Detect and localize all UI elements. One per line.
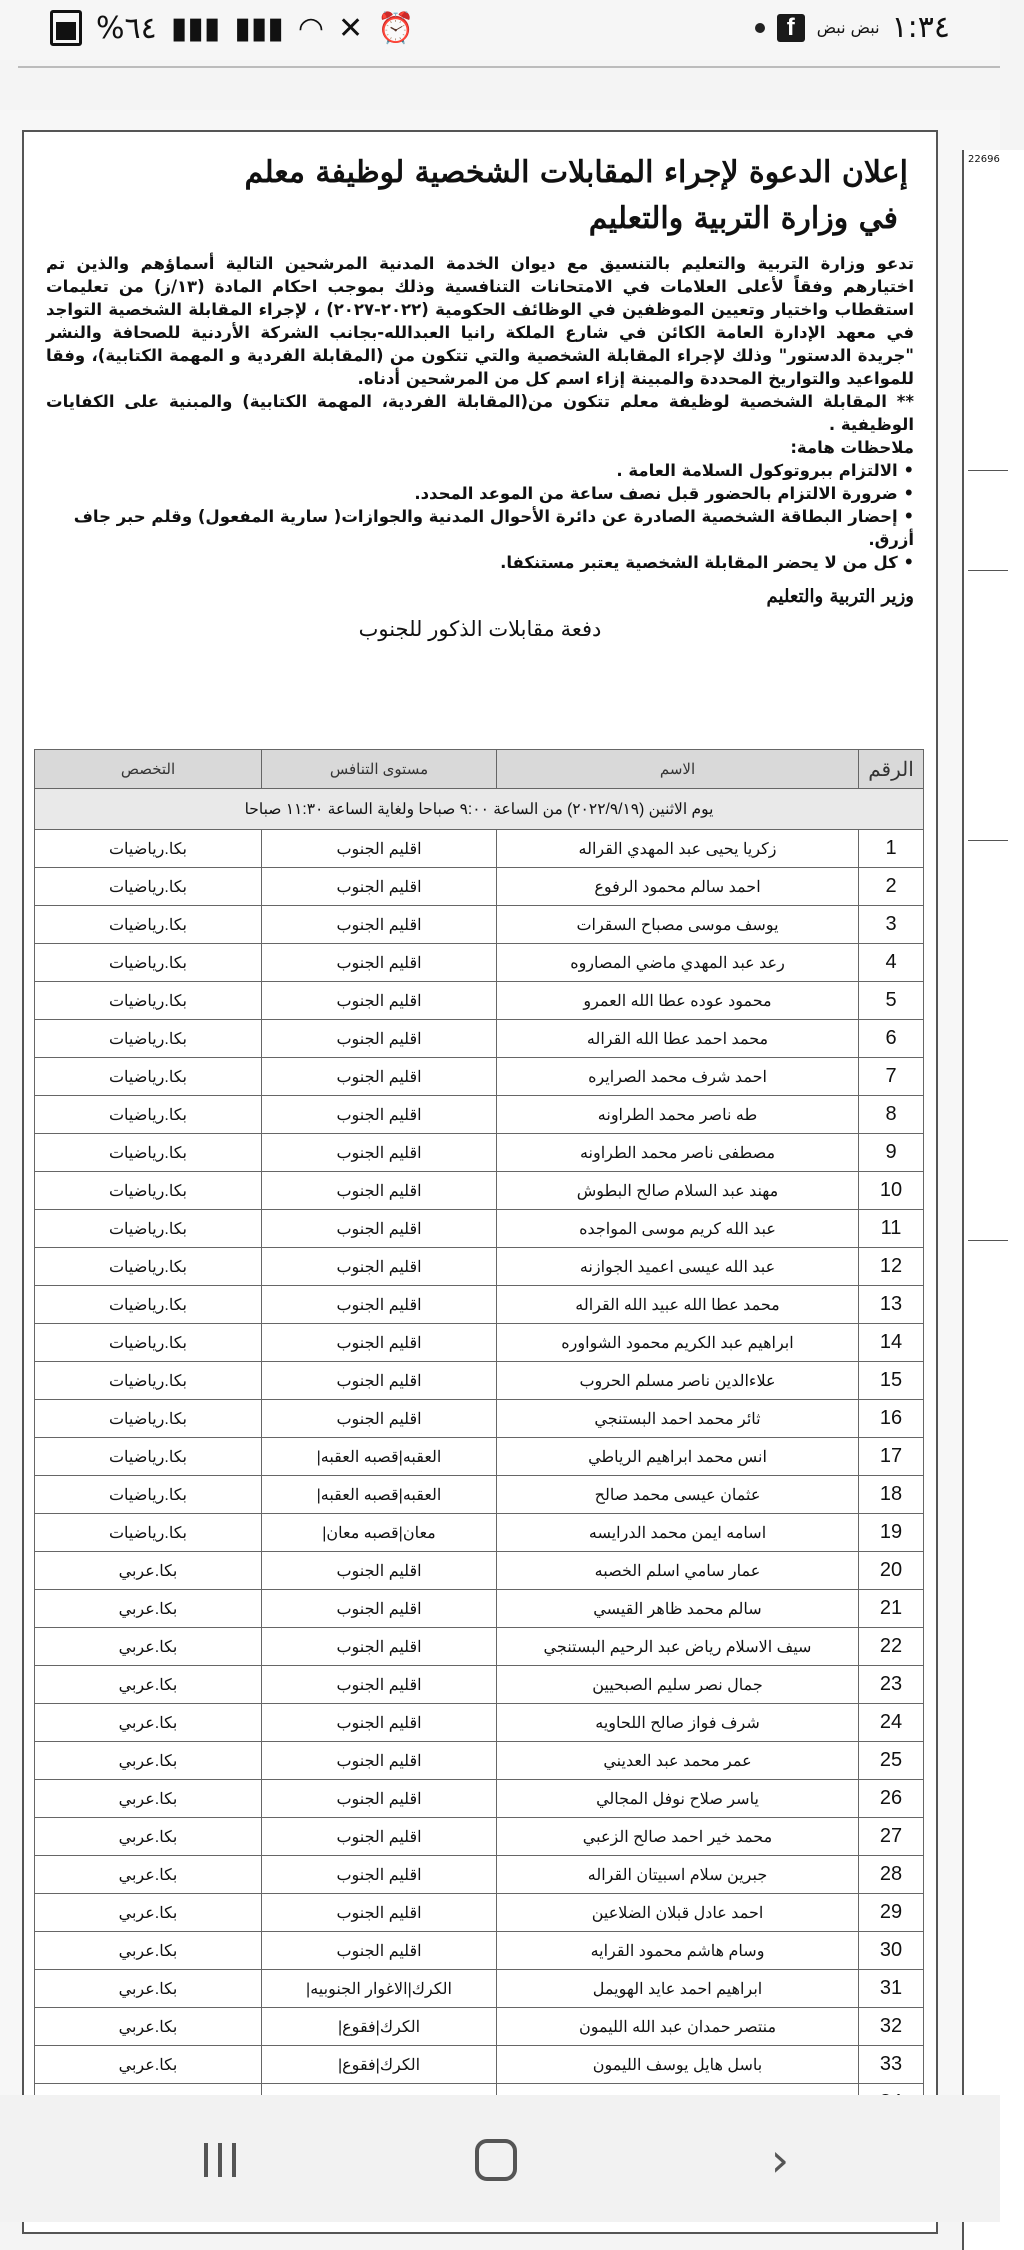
- cell-spec: بكا.رياضيات: [35, 1058, 262, 1096]
- navigation-bar: [0, 2095, 1000, 2222]
- cell-level: اقليم الجنوب: [262, 1020, 497, 1058]
- header-no: الرقم: [859, 750, 924, 789]
- cell-no: 29: [859, 1894, 924, 1932]
- cell-no: 13: [859, 1286, 924, 1324]
- table-row: [35, 906, 924, 944]
- cell-level: الكرك|الاغوار الجنوبيه|: [262, 1970, 497, 2008]
- table-row: [35, 1780, 924, 1818]
- cell-spec: بكا.عربي: [35, 2008, 262, 2046]
- cell-spec: بكا.رياضيات: [35, 830, 262, 868]
- cell-level: اقليم الجنوب: [262, 1894, 497, 1932]
- cell-spec: بكا.عربي: [35, 1666, 262, 1704]
- cell-no: 27: [859, 1818, 924, 1856]
- cell-name: سالم محمد ظاهر القيسي: [497, 1590, 859, 1628]
- cell-level: اقليم الجنوب: [262, 982, 497, 1020]
- document-viewer[interactable]: [0, 110, 1000, 2095]
- cell-spec: بكا.عربي: [35, 1590, 262, 1628]
- status-left: [50, 10, 415, 46]
- neighbor-line: [968, 570, 1008, 571]
- table-row: [35, 830, 924, 868]
- cell-spec: بكا.رياضيات: [35, 1514, 262, 1552]
- cell-spec: بكا.رياضيات: [35, 944, 262, 982]
- interview-note: ** المقابلة الشخصية لوظيفة معلم تتكون من(المقابلة الفردية، المهمة الكتابية) والمبنية على الكفايات الوظيفية .: [46, 392, 914, 434]
- cell-name: منتصر حمدان عبد الله الليمون: [497, 2008, 859, 2046]
- neighbor-line: [968, 840, 1008, 841]
- cell-name: يوسف موسى مصباح السقرات: [497, 906, 859, 944]
- cell-name: باسل هايل يوسف الليمون: [497, 2046, 859, 2084]
- notes-title: ملاحظات هامة:: [790, 438, 914, 457]
- cell-name: عبد الله كريم موسى المواجده: [497, 1210, 859, 1248]
- cell-name: عمر محمد عبد العديني: [497, 1742, 859, 1780]
- table-row: [35, 944, 924, 982]
- neighbor-line: [968, 1240, 1008, 1241]
- table-row: [35, 1210, 924, 1248]
- cell-spec: بكا.رياضيات: [35, 1286, 262, 1324]
- cell-level: اقليم الجنوب: [262, 1286, 497, 1324]
- cell-no: 19: [859, 1514, 924, 1552]
- neighbor-page: [962, 150, 1024, 2250]
- cell-name: انس محمد ابراهيم الرياطي: [497, 1438, 859, 1476]
- cell-name: جبرين سلام اسبيتان القراله: [497, 1856, 859, 1894]
- session-text: يوم الاثنين (٢٠٢٢/٩/١٩) من الساعة ٩:٠٠ صباحا ولغاية الساعة ١١:٣٠ صباحا: [35, 789, 924, 830]
- table-row: [35, 1590, 924, 1628]
- cell-spec: بكا.رياضيات: [35, 1438, 262, 1476]
- cell-level: اقليم الجنوب: [262, 1704, 497, 1742]
- cell-no: 26: [859, 1780, 924, 1818]
- recent-apps-button[interactable]: [190, 2135, 250, 2185]
- cell-no: 28: [859, 1856, 924, 1894]
- cell-no: 33: [859, 2046, 924, 2084]
- cell-level: العقبه|قصبه العقبه|: [262, 1438, 497, 1476]
- battery-level: %٦٤: [96, 10, 157, 46]
- cell-no: 4: [859, 944, 924, 982]
- cell-no: 12: [859, 1248, 924, 1286]
- cell-no: 2: [859, 868, 924, 906]
- cell-no: 10: [859, 1172, 924, 1210]
- cell-name: ابراهيم عبد الكريم محمود الشواوره: [497, 1324, 859, 1362]
- newspaper-page: [22, 130, 938, 2234]
- cell-level: اقليم الجنوب: [262, 1248, 497, 1286]
- cell-level: اقليم الجنوب: [262, 1628, 497, 1666]
- chevron-right-icon: ›: [770, 2133, 790, 2187]
- cell-no: 25: [859, 1742, 924, 1780]
- cell-level: اقليم الجنوب: [262, 944, 497, 982]
- table-row: [35, 1514, 924, 1552]
- table-row: [35, 1894, 924, 1932]
- note-item: • الالتزام ببروتوكول السلامة العامة .: [616, 461, 914, 480]
- cell-spec: بكا.رياضيات: [35, 1248, 262, 1286]
- cell-spec: بكا.عربي: [35, 2046, 262, 2084]
- announcement-title: [24, 132, 936, 242]
- table-row: [35, 1476, 924, 1514]
- table-row: [35, 1856, 924, 1894]
- cell-no: 31: [859, 1970, 924, 2008]
- cell-spec: بكا.رياضيات: [35, 1210, 262, 1248]
- signal-icon: ▮▮▮: [170, 10, 221, 46]
- cell-spec: بكا.رياضيات: [35, 906, 262, 944]
- cell-no: 32: [859, 2008, 924, 2046]
- cell-name: عثمان عيسى محمد صالح: [497, 1476, 859, 1514]
- back-button[interactable]: [750, 2135, 810, 2185]
- cell-level: الكرك|فقوع|: [262, 2008, 497, 2046]
- table-row: [35, 1096, 924, 1134]
- cell-spec: بكا.عربي: [35, 1818, 262, 1856]
- cell-name: ثائر محمد احمد البستنجي: [497, 1400, 859, 1438]
- notification-text: نبض نبض: [816, 18, 880, 37]
- cell-spec: بكا.رياضيات: [35, 982, 262, 1020]
- cell-no: 5: [859, 982, 924, 1020]
- cell-level: اقليم الجنوب: [262, 868, 497, 906]
- cell-level: اقليم الجنوب: [262, 1362, 497, 1400]
- cell-level: اقليم الجنوب: [262, 1324, 497, 1362]
- cell-name: محمود عوده عطا الله العمرو: [497, 982, 859, 1020]
- cell-level: اقليم الجنوب: [262, 1134, 497, 1172]
- notes-section: [24, 436, 936, 574]
- cell-spec: بكا.رياضيات: [35, 1134, 262, 1172]
- table-row: [35, 1932, 924, 1970]
- table-row: [35, 1324, 924, 1362]
- cell-spec: بكا.رياضيات: [35, 1324, 262, 1362]
- cell-no: 8: [859, 1096, 924, 1134]
- table-title: دفعة مقابلات الذكور للجنوب: [358, 618, 602, 641]
- cell-no: 3: [859, 906, 924, 944]
- cell-name: طه ناصر محمد الطراونه: [497, 1096, 859, 1134]
- cell-spec: بكا.رياضيات: [35, 868, 262, 906]
- cell-level: اقليم الجنوب: [262, 830, 497, 868]
- home-button[interactable]: [466, 2135, 526, 2185]
- status-right: [755, 10, 950, 45]
- cell-spec: بكا.عربي: [35, 1894, 262, 1932]
- table-row: [35, 1704, 924, 1742]
- table-row: [35, 1134, 924, 1172]
- cell-no: 22: [859, 1628, 924, 1666]
- cell-no: 7: [859, 1058, 924, 1096]
- note-item: • ضرورة الالتزام بالحضور قبل نصف ساعة من الموعد المحدد.: [414, 484, 914, 503]
- session-row: [35, 789, 924, 830]
- signal-2-icon: ▮▮▮: [234, 10, 284, 46]
- cell-name: سيف الاسلام رياض عبد الرحيم البستنجي: [497, 1628, 859, 1666]
- status-bar: [0, 0, 1000, 60]
- notification-dot-icon: [755, 23, 765, 33]
- header-spec: التخصص: [35, 750, 262, 789]
- cell-name: شرف فواز صالح اللحاويه: [497, 1704, 859, 1742]
- table-row: [35, 1058, 924, 1096]
- table-row: [35, 1286, 924, 1324]
- cell-level: اقليم الجنوب: [262, 1552, 497, 1590]
- cell-no: 16: [859, 1400, 924, 1438]
- cell-level: اقليم الجنوب: [262, 1818, 497, 1856]
- cell-level: اقليم الجنوب: [262, 1856, 497, 1894]
- cell-no: 24: [859, 1704, 924, 1742]
- cell-spec: بكا.عربي: [35, 1856, 262, 1894]
- table-row: [35, 1666, 924, 1704]
- table-row: [35, 1400, 924, 1438]
- cell-no: 17: [859, 1438, 924, 1476]
- cell-level: اقليم الجنوب: [262, 1096, 497, 1134]
- cell-name: وسام هاشم محمود القرايه: [497, 1932, 859, 1970]
- table-row: [35, 868, 924, 906]
- table-body: [35, 789, 924, 2201]
- divider: [18, 66, 1000, 68]
- table-row: [35, 2008, 924, 2046]
- mute-icon: ✕: [338, 10, 364, 46]
- cell-name: زكريا يحيى عبد المهدي القراله: [497, 830, 859, 868]
- table-row: [35, 1742, 924, 1780]
- cell-spec: بكا.رياضيات: [35, 1476, 262, 1514]
- cell-no: 21: [859, 1590, 924, 1628]
- cell-level: معان|قصبه معان|: [262, 1514, 497, 1552]
- cell-level: اقليم الجنوب: [262, 1058, 497, 1096]
- facebook-icon: f: [777, 14, 805, 42]
- cell-level: اقليم الجنوب: [262, 1172, 497, 1210]
- cell-no: 20: [859, 1552, 924, 1590]
- cell-spec: بكا.عربي: [35, 1552, 262, 1590]
- cell-name: احمد سالم محمود الرفوع: [497, 868, 859, 906]
- cell-level: اقليم الجنوب: [262, 1780, 497, 1818]
- cell-spec: بكا.رياضيات: [35, 1400, 262, 1438]
- battery-icon: [50, 10, 82, 46]
- cell-name: مصطفى ناصر محمد الطراونه: [497, 1134, 859, 1172]
- cell-no: 11: [859, 1210, 924, 1248]
- table-row: [35, 1628, 924, 1666]
- cell-level: اقليم الجنوب: [262, 1742, 497, 1780]
- cell-name: عمار سامي اسلم الخصبه: [497, 1552, 859, 1590]
- cell-no: 23: [859, 1666, 924, 1704]
- cell-spec: بكا.عربي: [35, 1780, 262, 1818]
- cell-name: احمد عادل قبلان الضلاعين: [497, 1894, 859, 1932]
- table-header-row: [35, 750, 924, 789]
- cell-no: 18: [859, 1476, 924, 1514]
- signature: وزير التربية والتعليم: [766, 586, 914, 607]
- cell-level: اقليم الجنوب: [262, 1210, 497, 1248]
- cell-spec: بكا.رياضيات: [35, 1172, 262, 1210]
- table-row: [35, 2046, 924, 2084]
- table-row: [35, 1438, 924, 1476]
- cell-name: جمال نصر سليم الصبحيين: [497, 1666, 859, 1704]
- header-name: الاسم: [497, 750, 859, 789]
- cell-name: ابراهيم احمد عايد الهويمل: [497, 1970, 859, 2008]
- cell-name: عبد الله عيسى اعميد الجوازنه: [497, 1248, 859, 1286]
- clock: ١:٣٤: [891, 10, 950, 45]
- table-row: [35, 1552, 924, 1590]
- cell-level: اقليم الجنوب: [262, 1932, 497, 1970]
- table-row: [35, 1818, 924, 1856]
- table-row: [35, 1248, 924, 1286]
- cell-name: ياسر صلاح نوفل المجالي: [497, 1780, 859, 1818]
- cell-level: اقليم الجنوب: [262, 1400, 497, 1438]
- candidates-table: [34, 749, 924, 2201]
- table-row: [35, 1020, 924, 1058]
- cell-level: العقبه|قصبه العقبه|: [262, 1476, 497, 1514]
- cell-spec: بكا.عربي: [35, 1742, 262, 1780]
- cell-name: احمد شرف محمد الصرايره: [497, 1058, 859, 1096]
- announcement-body: [24, 242, 936, 436]
- alarm-icon: ⏰: [377, 10, 415, 46]
- cell-name: علاءالدين ناصر مسلم الحروب: [497, 1362, 859, 1400]
- table-row: [35, 982, 924, 1020]
- cell-name: محمد احمد عطا الله القراله: [497, 1020, 859, 1058]
- cell-level: اقليم الجنوب: [262, 906, 497, 944]
- cell-name: رعد عبد المهدي ماضي المصاروه: [497, 944, 859, 982]
- cell-level: اقليم الجنوب: [262, 1590, 497, 1628]
- cell-no: 15: [859, 1362, 924, 1400]
- cell-no: 9: [859, 1134, 924, 1172]
- cell-name: اسامه ايمن محمد الدرايسه: [497, 1514, 859, 1552]
- note-item: • إحضار البطاقة الشخصية الصادرة عن دائرة الأحوال المدنية والجوازات( سارية المفعول) وقلم حبر جاف أزرق.: [73, 507, 914, 549]
- neighbor-line: [968, 470, 1008, 471]
- cell-spec: بكا.عربي: [35, 1628, 262, 1666]
- cell-name: محمد عطا الله عبيد الله القراله: [497, 1286, 859, 1324]
- title-line-1: إعلان الدعوة لإجراء المقابلات الشخصية لوظيفة معلم: [244, 155, 908, 190]
- cell-level: الكرك|فقوع|: [262, 2046, 497, 2084]
- cell-no: 6: [859, 1020, 924, 1058]
- cell-spec: بكا.عربي: [35, 1704, 262, 1742]
- table-row: [35, 1362, 924, 1400]
- title-line-2: في وزارة التربية والتعليم: [588, 201, 898, 236]
- wifi-icon: ◠: [297, 10, 324, 46]
- cell-spec: بكا.رياضيات: [35, 1096, 262, 1134]
- cell-name: مهند عبد السلام صالح البطوش: [497, 1172, 859, 1210]
- table-row: [35, 1970, 924, 2008]
- cell-no: 1: [859, 830, 924, 868]
- cell-spec: بكا.رياضيات: [35, 1020, 262, 1058]
- header-level: مستوى التنافس: [262, 750, 497, 789]
- cell-spec: بكا.رياضيات: [35, 1362, 262, 1400]
- cell-level: اقليم الجنوب: [262, 1666, 497, 1704]
- cell-spec: بكا.عربي: [35, 1932, 262, 1970]
- cell-no: 14: [859, 1324, 924, 1362]
- table-row: [35, 1172, 924, 1210]
- cell-spec: بكا.عربي: [35, 1970, 262, 2008]
- cell-no: 30: [859, 1932, 924, 1970]
- intro-paragraph: تدعو وزارة التربية والتعليم بالتنسيق مع ديوان الخدمة المدنية المرشحين التالية أسماؤهم والذين تم اختيارهم وفقاً لأعلى العلامات في الامتحانات التنافسية وذلك بموجب احكام المادة (١٣/ز) من تعليمات استقطاب واختيار وتعيين الموظفين في الوظائف الحكومية (٢٠٢٢-٢٠٢٧) ، لإجراء المقابلة الشخصية التواجد في معهد الإدارة العامة الكائن في شارع الملكة رانيا العبدالله-بجانب الشركة الأردنية للصحافة والنشر "جريدة الدستور" وذلك لإجراء المقابلة الشخصية والتي تتكون من (المقابلة الفردية و المهمة الكتابية)، وفقا للمواعيد والتواريخ المحددة والمبينة إزاء اسم كل من المرشحين أدناه.: [46, 254, 915, 388]
- cell-name: محمد خير احمد صالح الزعبي: [497, 1818, 859, 1856]
- neighbor-code: 22696: [968, 154, 1000, 165]
- note-item: • كل من لا يحضر المقابلة الشخصية يعتبر مستنكفا.: [500, 553, 914, 572]
